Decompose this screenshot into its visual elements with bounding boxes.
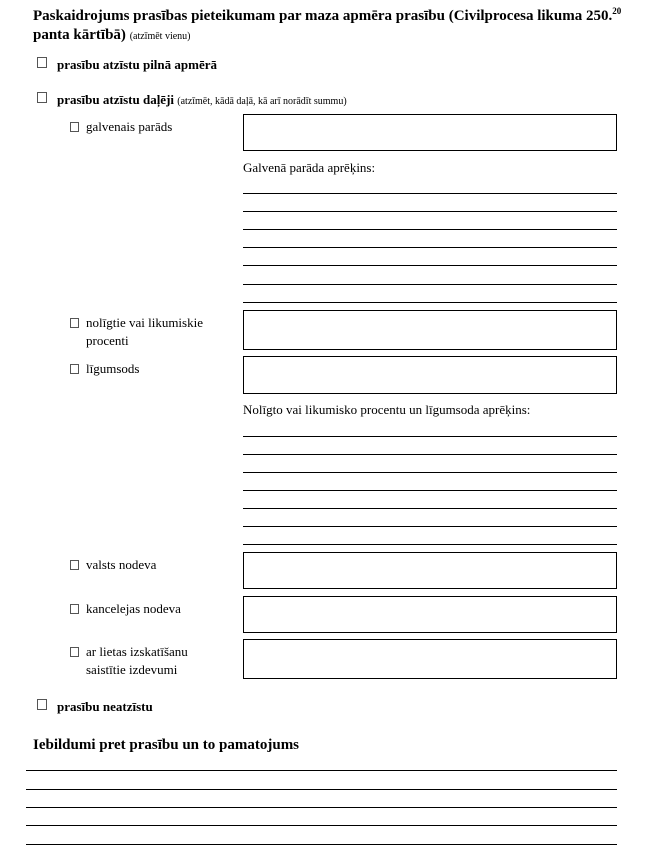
title-note: (atzīmēt vienu) [129,31,191,42]
interest-penalty-calc-line[interactable] [243,436,617,437]
main-debt-calc-line[interactable] [243,229,617,230]
objections-line[interactable] [26,789,617,790]
label-accept-full: prasību atzīstu pilnā apmērā [57,57,217,72]
main-debt-calc-line[interactable] [243,211,617,212]
main-debt-calc-line[interactable] [243,247,617,248]
label-case-costs: ar lietas izskatīšanu saistītie izdevumi [86,644,188,677]
partial-note: (atzīmēt, kādā daļā, kā arī norādīt summu) [177,96,347,107]
label-reject: prasību neatzīstu [57,699,153,714]
objections-line[interactable] [26,807,617,808]
case-costs-amount-field[interactable] [243,639,617,679]
checkbox-penalty[interactable] [70,364,79,374]
interest-penalty-calc-line[interactable] [243,544,617,545]
main-debt-amount-field[interactable] [243,114,617,151]
office-fee-amount-field[interactable] [243,596,617,633]
objections-line[interactable] [26,825,617,826]
interest-penalty-calc-line[interactable] [243,508,617,509]
objections-line[interactable] [26,770,617,771]
checkbox-office-fee[interactable] [70,604,79,614]
checkbox-interest[interactable] [70,318,79,328]
main-debt-calc-line[interactable] [243,265,617,266]
checkbox-state-fee[interactable] [70,560,79,570]
state-fee-amount-field[interactable] [243,552,617,589]
label-penalty: līgumsods [86,361,140,376]
objections-title: Iebildumi pret prasību un to pamatojums [33,737,300,753]
interest-penalty-calc-line[interactable] [243,490,617,491]
checkbox-case-costs[interactable] [70,647,79,657]
label-state-fee: valsts nodeva [86,557,157,572]
label-main-debt: galvenais parāds [86,119,173,134]
main-debt-calc-line[interactable] [243,284,617,285]
form-title: Paskaidrojums prasības pieteikumam par maza apmēra prasību (Civilprocesa likuma 250.20 panta kārtībā) (atzīmēt vienu) [33,6,622,43]
label-interest: nolīgtie vai likumiskie procenti [86,315,203,348]
label-office-fee: kancelejas nodeva [86,601,181,616]
interest-penalty-calc-label: Nolīgto vai likumisko procentu un līgumsoda aprēķins: [243,402,531,417]
checkbox-accept-partial[interactable] [37,92,47,103]
objections-line[interactable] [26,844,617,845]
checkbox-reject[interactable] [37,699,47,710]
interest-penalty-calc-line[interactable] [243,472,617,473]
main-debt-calc-line[interactable] [243,302,617,303]
interest-penalty-calc-line[interactable] [243,454,617,455]
interest-penalty-calc-line[interactable] [243,526,617,527]
main-debt-calc-label: Galvenā parāda aprēķins: [243,160,376,175]
checkbox-accept-full[interactable] [37,57,47,68]
interest-amount-field[interactable] [243,310,617,350]
checkbox-main-debt[interactable] [70,122,79,132]
main-debt-calc-line[interactable] [243,193,617,194]
label-accept-partial: prasību atzīstu daļēji (atzīmēt, kādā daļā, kā arī norādīt summu) [57,92,347,107]
penalty-amount-field[interactable] [243,356,617,394]
